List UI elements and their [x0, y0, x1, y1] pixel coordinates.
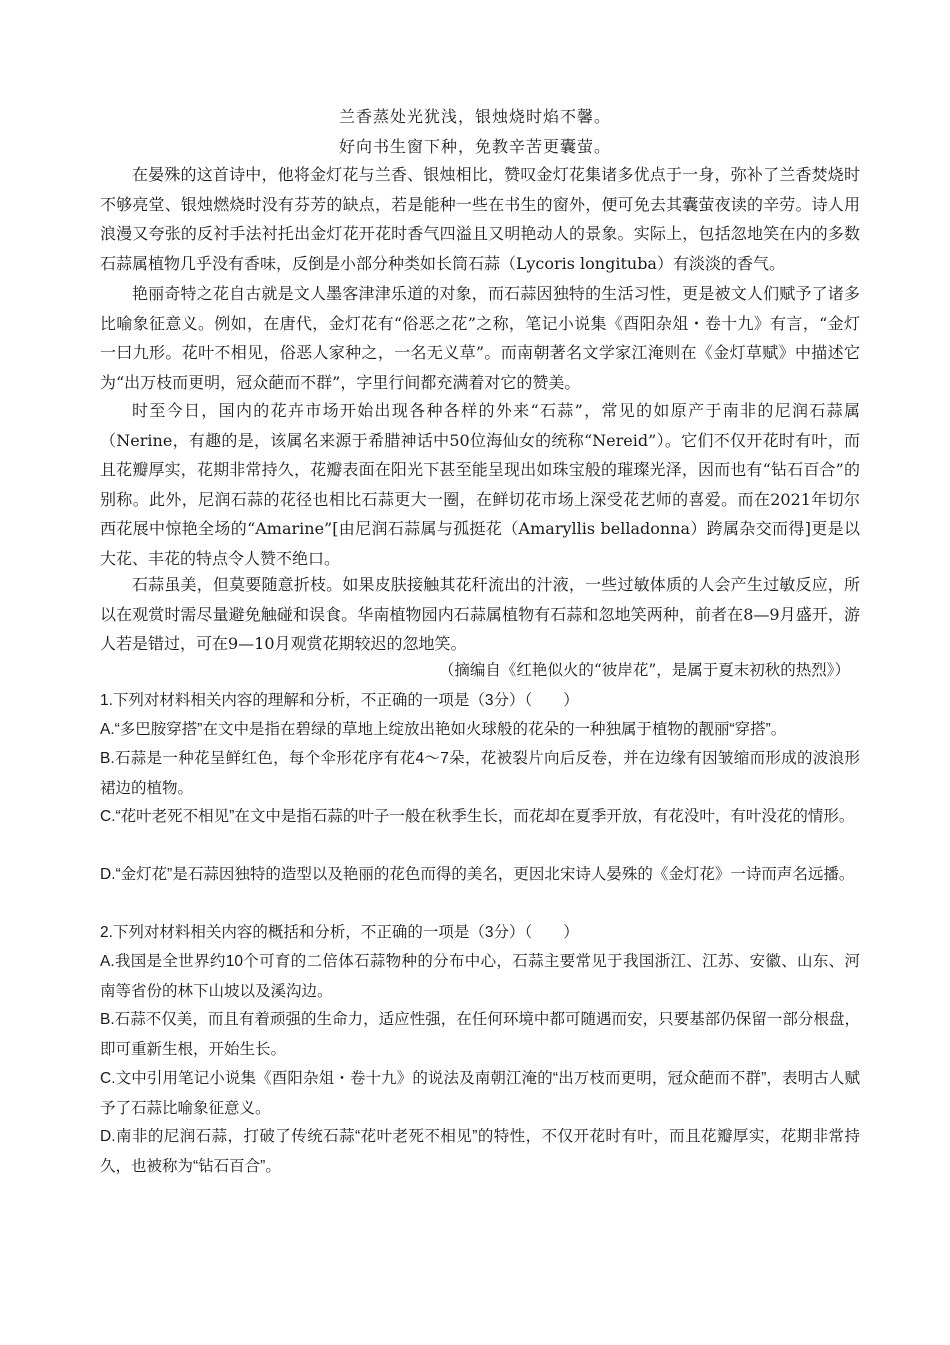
paragraph-4: 石蒜虽美，但莫要随意折枝。如果皮肤接触其花秆流出的汁液，一些过敏体质的人会产生过敏反应，所以在观赏时需尽量避免触碰和误食。华南植物园内石蒜属植物有石蒜和忽地笑两种，前者在8—9月盛开，游人若是错过，可在9—10月观赏花期较迟的忽地笑。	[100, 575, 860, 653]
question-2-option-a: A.我国是全世界约10个可育的二倍体石蒜物种的分布中心，石蒜主要常见于我国浙江、江苏、安徽、山东、河南等省份的林下山坡以及溪沟边。	[100, 953, 860, 1000]
question-1-option-a: A.“多巴胺穿搭”在文中是指在碧绿的草地上绽放出艳如火球般的花朵的一种独属于植物的靓丽“穿搭”。	[100, 721, 787, 738]
paragraph-1: 在晏殊的这首诗中，他将金灯花与兰香、银烛相比，赞叹金灯花集诸多优点于一身，弥补了兰香焚烧时不够亮堂、银烛燃烧时没有芬芳的缺点，若是能种一些在书生的窗外，便可免去其囊萤夜读的辛劳。诗人用浪漫又夸张的反衬手法衬托出金灯花开花时香气四溢且又明艳动人的景象。实际上，包括忽地笑在内的多数石蒜属植物几乎没有香味，反倒是小部分种类如长筒石蒜（Lycoris longituba）有淡淡的香气。	[100, 165, 860, 273]
question-1-option-b: B.石蒜是一种花呈鲜红色，每个伞形花序有花4～7朵，花被裂片向后反卷，并在边缘有因皱缩而形成的波浪形裙边的植物。	[100, 750, 860, 797]
question-1-stem: 1.下列对材料相关内容的理解和分析，不正确的一项是（3分）（ ）	[100, 692, 579, 709]
poem-line-1: 兰香蒸处光犹浅，银烛烧时焰不馨。	[338, 107, 611, 126]
source-citation: （摘编自《红艳似火的“彼岸花”，是属于夏末初秋的热烈》）	[438, 661, 850, 679]
paragraph-3: 时至今日，国内的花卉市场开始出现各种各样的外来“石蒜”，常见的如原产于南非的尼润石蒜属（Nerine，有趣的是，该属名来源于希腊神话中50位海仙女的统称“Nereid”）。它们不仅开花时有叶，而且花瓣厚实，花期非常持久，花瓣表面在阳光下甚至能呈现出如珠宝般的璀璨光泽，因而也有“钻石百合”的别称。此外，尼润石蒜的花径也相比石蒜更大一圈，在鲜切花市场上深受花艺师的喜爱。而在2021年切尔西花展中惊艳全场的“Amarine”[由尼润石蒜属与孤挺花（Amaryllis belladonna）跨属杂交而得]更是以大花、丰花的特点令人赞不绝口。	[100, 401, 860, 568]
question-2-option-b: B.石蒜不仅美，而且有着顽强的生命力，适应性强，在任何环境中都可随遇而安，只要基部仍保留一部分根盘，即可重新生根，开始生长。	[100, 1011, 860, 1058]
question-2-option-c: C.文中引用笔记小说集《酉阳杂俎・卷十九》的说法及南朝江淹的“出万枝而更明，冠众葩而不群”，表明古人赋予了石蒜比喻象征意义。	[100, 1070, 860, 1117]
question-2-option-d: D.南非的尼润石蒜，打破了传统石蒜“花叶老死不相见”的特性，不仅开花时有叶，而且花瓣厚实，花期非常持久，也被称为“钻石百合”。	[100, 1128, 860, 1175]
question-1-option-c: C.“花叶老死不相见”在文中是指石蒜的叶子一般在秋季生长，而花却在夏季开放，有花没叶，有叶没花的情形。	[100, 808, 855, 825]
poem-line-2: 好向书生窗下种，免教辛苦更囊萤。	[338, 137, 611, 156]
paragraph-2: 艳丽奇特之花自古就是文人墨客津津乐道的对象，而石蒜因独特的生活习性，更是被文人们赋予了诸多比喻象征意义。例如，在唐代，金灯花有“俗恶之花”之称，笔记小说集《酉阳杂俎・卷十九》有言，“金灯一曰九形。花叶不相见，俗恶人家种之，一名无义草”。而南朝著名文学家江淹则在《金灯草赋》中描述它为“出万枝而更明，冠众葩而不群”，字里行间都充满着对它的赞美。	[100, 284, 860, 392]
question-2-stem: 2.下列对材料相关内容的概括和分析，不正确的一项是（3分）（ ）	[100, 924, 579, 941]
question-1-option-d: D.“金灯花”是石蒜因独特的造型以及艳丽的花色而得的美名，更因北宋诗人晏殊的《金灯花》一诗而声名远播。	[100, 866, 855, 883]
